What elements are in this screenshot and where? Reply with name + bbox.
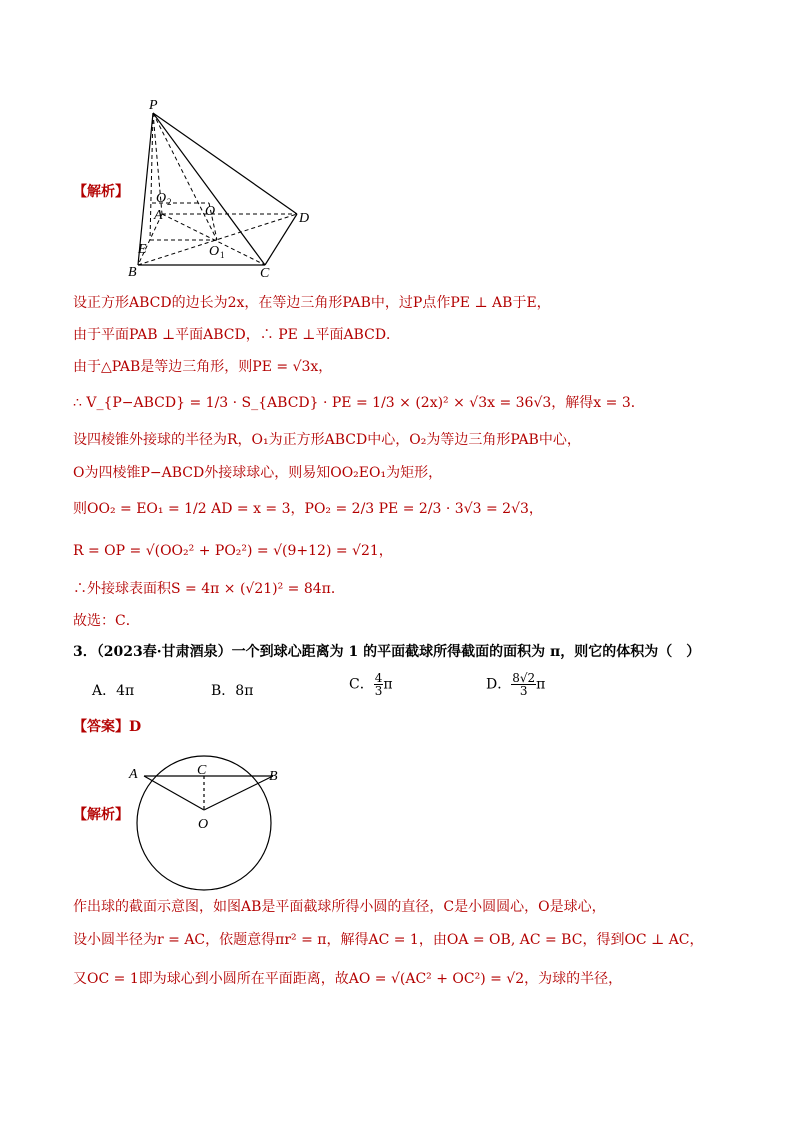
circle-label-B: B (269, 769, 278, 784)
label-C: C (260, 266, 270, 281)
option-A-label: A． (92, 683, 117, 699)
option-D-tail: π (536, 676, 546, 693)
option-D-num: 8√2 (512, 671, 536, 685)
label-B: B (128, 265, 137, 280)
solution1-line8: R = OP = √(OO₂² + PO₂²) = √(9+12) = √21， (73, 543, 393, 559)
option-C-label: C． (349, 676, 374, 693)
solution1-answer: 故选：C． (73, 613, 140, 629)
label-P: P (149, 98, 158, 113)
option-C-num: 4 (374, 671, 383, 685)
label-O2-sub: 2 (167, 197, 172, 207)
label-D: D (299, 211, 310, 226)
solution1-line7: 则OO₂ = EO₁ = 1/2 AD = x = 3，PO₂ = 2/3 PE = 2/3 · 3√3 = 2√3， (73, 501, 543, 517)
circle-label-C: C (197, 763, 207, 778)
solution1-line9: ∴外接球表面积S = 4π × (√21)² = 84π． (73, 581, 345, 597)
pyramid-figure (125, 95, 325, 285)
q3-solution-line2: 设小圆半径为r = AC，依题意得πr² = π，解得AC = 1，由OA = OB, AC = BC，得到OC ⊥ AC， (73, 932, 704, 948)
option-A (92, 682, 134, 700)
option-D-den: 3 (519, 684, 528, 698)
label-A: A (154, 208, 163, 223)
q3-solution-line3: 又OC = 1即为球心到小圆所在平面距离，故AO = √(AC² + OC²) = √2，为球的半径， (73, 971, 623, 987)
option-B-label: B． (211, 683, 236, 699)
circle-label-O: O (198, 817, 209, 832)
solution1-line3: 由于△PAB是等边三角形，则PE = √3x， (73, 359, 333, 375)
circle-figure (125, 755, 295, 895)
option-B (211, 682, 253, 700)
answer-tag: 【答案】 (73, 719, 129, 735)
label-E: E (138, 242, 147, 257)
analysis-label-3: 【解析】 (73, 807, 129, 823)
option-D-label: D． (486, 676, 512, 693)
answer-line (73, 718, 141, 736)
solution1-line2: 由于平面PAB ⊥平面ABCD，∴ PE ⊥平面ABCD． (73, 327, 401, 343)
option-A-value: 4π (116, 683, 135, 699)
option-C (349, 672, 393, 697)
label-O: O (205, 204, 216, 219)
option-C-tail: π (383, 676, 393, 693)
solution1-line4: ∴ V_{P−ABCD} = 1/3 · S_{ABCD} · PE = 1/3 × (2x)² × √3x = 36√3，解得x = 3． (73, 395, 645, 411)
circle-label-A: A (129, 767, 138, 782)
solution1-line6: O为四棱锥P−ABCD外接球球心，则易知OO₂EO₁为矩形， (73, 465, 443, 481)
option-C-den: 3 (374, 684, 383, 698)
label-O1: O (209, 244, 220, 259)
analysis-label-1: 【解析】 (73, 184, 129, 200)
option-B-value: 8π (235, 683, 254, 699)
solution1-line1: 设正方形ABCD的边长为2x，在等边三角形PAB中，过P点作PE ⊥ AB于E， (73, 295, 551, 311)
question3-stem: 3．（2023春·甘肃酒泉）一个到球心距离为 1 的平面截球所得截面的面积为 π，则它的体积为（ ） (73, 644, 701, 660)
option-D (486, 672, 545, 697)
answer-value: D (129, 719, 142, 735)
label-O1-sub: 1 (220, 250, 225, 260)
label-O2: O (156, 191, 167, 206)
q3-solution-line1: 作出球的截面示意图，如图AB是平面截球所得小圆的直径，C是小圆圆心，O是球心， (73, 899, 606, 915)
solution1-line5: 设四棱锥外接球的半径为R，O₁为正方形ABCD中心，O₂为等边三角形PAB中心， (73, 432, 581, 448)
